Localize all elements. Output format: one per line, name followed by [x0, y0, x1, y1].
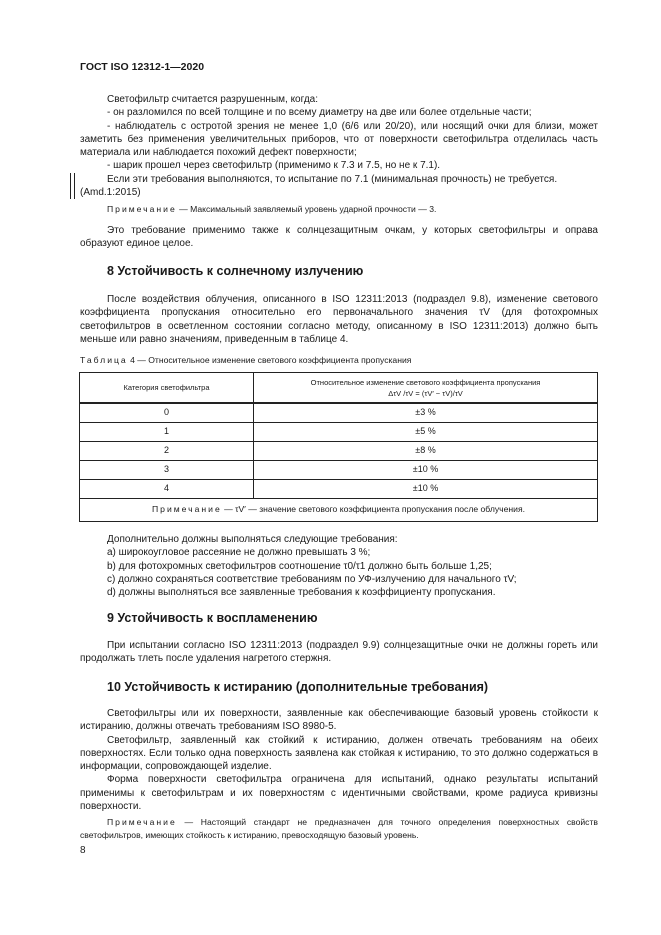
section-8-heading: 8 Устойчивость к солнечному излучению: [107, 264, 364, 278]
column-header-text: Относительное изменение светового коэффициента пропускания: [310, 377, 541, 387]
value-cell: ±8 %: [254, 442, 598, 461]
table-row: [80, 442, 598, 461]
table-row: [80, 480, 598, 499]
paragraph: - наблюдатель с остротой зрения не менее 1,0 (6/6 или 20/20), или носящий очки для близи, может заметить без применения увеличительных приборов, что от поверхности светофильтра отделилась часть материала или наблюдается похожий дефект поверхности;: [80, 120, 598, 159]
list-item: b) для фотохромных светофильтров соотношение τ0/τ1 должно быть больше 1,25;: [107, 560, 492, 572]
paragraph-text: После воздействия облучения, описанного в ISO 12311:2013 (подраздел 9.8), изменение светового коэффициента пропускания относительно его первоначального значения τV (для фотохромных светофильтров в осветленном состоянии согласно методу, описанному в ISO 12311:2013) должно быть меньше или равно значениям, приведенным в таблице 4.: [80, 294, 598, 345]
section-8-text: [80, 293, 598, 346]
note-label: Примечание: [107, 817, 177, 827]
paragraph: - он разломился по всей толщине и по всему диаметру на две или более отдельные части;: [107, 107, 532, 119]
table-row: [80, 461, 598, 480]
paragraph-text: При испытании согласно ISO 12311:2013 (подраздел 9.9) солнцезащитные очки не должны гореть или продолжать тлеть после удаления нагретого стержня.: [80, 640, 598, 665]
value-cell: ±10 %: [254, 480, 598, 499]
section-7-text: [80, 93, 598, 199]
paragraph: Если эти требования выполняются, то испытание по 7.1 (минимальная прочность) не требуется.: [107, 173, 558, 185]
section-10-heading: 10 Устойчивость к истиранию (дополнительные требования): [107, 680, 489, 694]
table-note-row: [80, 499, 598, 522]
category-cell: 2: [80, 442, 254, 461]
note-1: [80, 203, 598, 216]
category-cell: 3: [80, 461, 254, 480]
value-cell: ±3 %: [254, 403, 598, 423]
column-header: [254, 373, 598, 404]
table-row: [80, 403, 598, 423]
paragraph-text: Это требование применимо также к солнцезащитным очкам, у которых светофильтры и оправа образуют единое целое.: [80, 225, 598, 250]
category-cell: 0: [80, 403, 254, 423]
paragraph: Светофильтр, заявленный как стойкий к истиранию, должен отвечать требованиям на обеих поверхностях. Если только одна поверхность заявлена как стойкая к истиранию, то это должно содержаться в информации, сопровождающей изделие.: [80, 734, 598, 773]
formula: ΔτV /τV = (τV′ − τV)/τV: [388, 388, 463, 398]
value-cell: ±10 %: [254, 461, 598, 480]
list-item: Дополнительно должны выполняться следующие требования:: [107, 534, 398, 545]
section-9-text: [80, 639, 598, 666]
value-cell: ±5 %: [254, 423, 598, 442]
additional-requirements: [80, 533, 598, 599]
paragraph: Форма поверхности светофильтра ограничена для испытаний, однако результаты испытаний применимы к светофильтрам и их поверхностям с идентичными свойствами, кроме радиуса кривизны поверхности.: [80, 774, 598, 813]
caption-label: Таблица: [80, 355, 128, 365]
column-header: Категория светофильтра: [80, 373, 254, 404]
table-row: [80, 423, 598, 442]
note-10: [80, 816, 598, 841]
table-caption: [80, 354, 411, 367]
list-item: d) должны выполняться все заявленные требования к коэффициенту пропускания.: [107, 587, 496, 599]
page-number: 8: [80, 845, 86, 856]
document-header: ГОСТ ISO 12312-1—2020: [80, 61, 205, 73]
table-4: [79, 372, 598, 522]
amendment-ref: (Amd.1:2015): [80, 187, 141, 199]
note-text: — τV′ — значение светового коэффициента пропускания после облучения.: [221, 504, 525, 515]
caption-text: 4 — Относительное изменение светового коэффициента пропускания: [127, 355, 412, 365]
change-bar: [70, 173, 75, 199]
list-item: a) широкоугловое рассеяние не должно превышать 3 %;: [107, 547, 371, 559]
category-cell: 1: [80, 423, 254, 442]
table-header-row: [80, 373, 598, 404]
list-item: c) должно сохраняться соответствие требованиям по УФ-излучению для начального τV;: [107, 573, 517, 585]
paragraph: - шарик прошел через светофильтр (применимо к 7.3 и 7.5, но не к 7.1).: [107, 160, 441, 172]
category-cell: 4: [80, 480, 254, 499]
note-text: — Настоящий стандарт не предназначен для точного определения поверхностных свойств светофильтров, имеющих стойкость к истиранию, превосходящую базовый уровень.: [80, 817, 598, 840]
paragraph: Светофильтр считается разрушенным, когда:: [107, 94, 318, 105]
paragraph: [80, 224, 598, 251]
paragraph: Светофильтры или их поверхности, заявленные как обеспечивающие базовый уровень стойкости к истиранию, должны отвечать требованиям ISO 8980-5.: [80, 708, 598, 733]
note-label: Примечание: [107, 204, 177, 214]
table-note: [80, 499, 598, 522]
section-10-text: [80, 707, 598, 813]
note-label: Примечание: [152, 504, 222, 515]
section-9-heading: 9 Устойчивость к воспламенению: [107, 611, 318, 625]
note-text: — Максимальный заявляемый уровень ударной прочности — 3.: [176, 204, 437, 214]
